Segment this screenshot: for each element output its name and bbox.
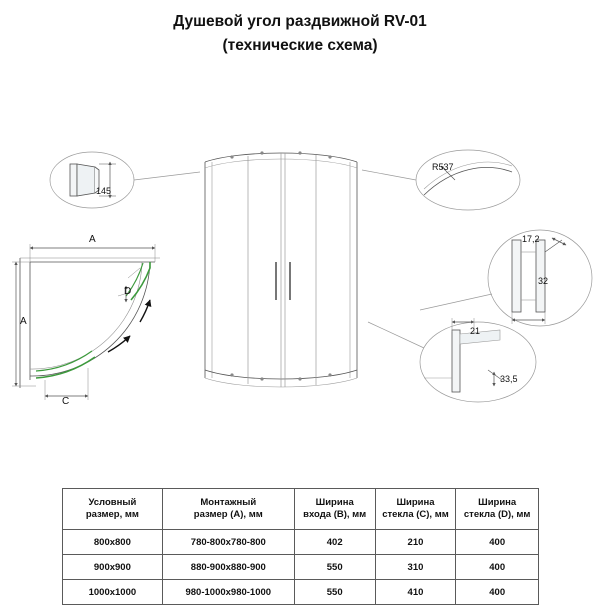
- table-row: [63, 530, 539, 555]
- table-cell: 550: [294, 580, 375, 605]
- table-header-cell: Ширина входа (В), мм: [294, 489, 375, 530]
- table-header-cell: Ширина стекла (С), мм: [375, 489, 456, 530]
- table-cell: 550: [294, 555, 375, 580]
- label-A-top: A: [89, 234, 96, 245]
- callout-leaders: [134, 170, 492, 348]
- label-21: 21: [470, 326, 481, 336]
- table-cell: 410: [375, 580, 456, 605]
- table-header-cell: Монтажный размер (А), мм: [162, 489, 294, 530]
- table-cell: 210: [375, 530, 456, 555]
- table-cell: 880-900x880-900: [162, 555, 294, 580]
- front-view: [205, 151, 357, 387]
- table-header-row: [63, 489, 539, 530]
- table-cell: 400: [456, 555, 539, 580]
- table-row: [63, 555, 539, 580]
- plan-view: [12, 244, 160, 400]
- label-R537: R537: [432, 162, 454, 172]
- table-cell: 402: [294, 530, 375, 555]
- table-cell: 980-1000x980-1000: [162, 580, 294, 605]
- label-D: D: [124, 286, 132, 297]
- table-cell: 780-800x780-800: [162, 530, 294, 555]
- table-cell: 400: [456, 530, 539, 555]
- table-cell: 400: [456, 580, 539, 605]
- label-A-left: A: [20, 316, 27, 327]
- table-header-cell: Ширина стекла (D), мм: [456, 489, 539, 530]
- label-C: C: [62, 396, 70, 407]
- label-33-5: 33,5: [500, 374, 518, 384]
- title-line-2: (технические схема): [222, 37, 378, 54]
- label-145: 145: [96, 186, 112, 196]
- table-cell: 800x800: [63, 530, 163, 555]
- table-header-cell: Условный размер, мм: [63, 489, 163, 530]
- label-32: 32: [538, 276, 549, 286]
- label-17-2: 17,2: [522, 234, 540, 244]
- table-cell: 900x900: [63, 555, 163, 580]
- table-row: [63, 580, 539, 605]
- detail-profile-145: [50, 152, 134, 208]
- title-line-1: Душевой угол раздвижной RV-01: [173, 13, 427, 30]
- table-cell: 310: [375, 555, 456, 580]
- detail-radius: [416, 150, 520, 210]
- spec-table: [62, 488, 539, 605]
- table-cell: 1000x1000: [63, 580, 163, 605]
